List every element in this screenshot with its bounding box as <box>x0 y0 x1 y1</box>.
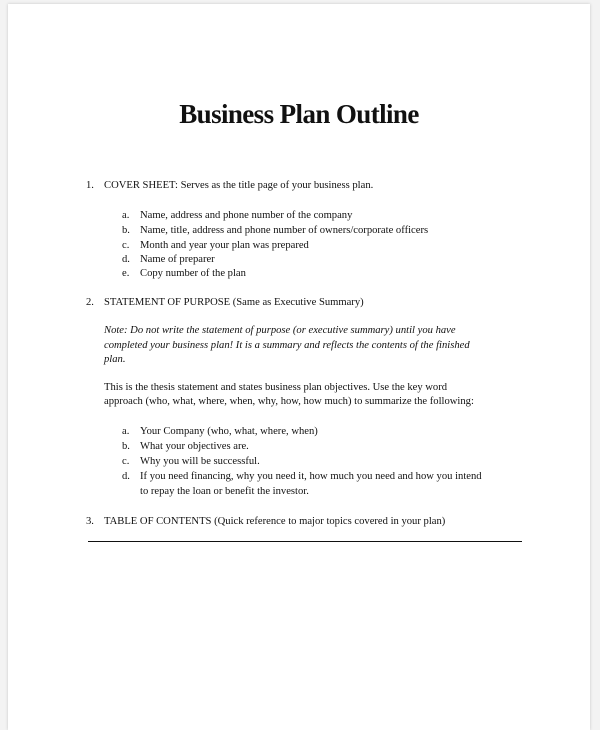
list-item: Name, title, address and phone number of owners/corporate officers <box>140 225 429 236</box>
list-item-letter: d. <box>122 471 130 482</box>
note-line: completed your business plan! It is a summary and reflects the contents of the finished <box>104 340 470 351</box>
list-item-letter: d. <box>122 254 130 265</box>
section-3-heading: TABLE OF CONTENTS (Quick reference to major topics covered in your plan) <box>104 516 446 527</box>
list-item-letter: c. <box>122 456 130 467</box>
list-item-letter: e. <box>122 268 130 279</box>
section-2-number: 2. <box>86 297 94 308</box>
list-item: What your objectives are. <box>140 441 249 452</box>
list-item: Why you will be successful. <box>140 456 260 467</box>
list-item: Your Company (who, what, where, when) <box>140 426 318 437</box>
list-item: Copy number of the plan <box>140 268 246 279</box>
list-item-letter: c. <box>122 240 130 251</box>
body-line: This is the thesis statement and states business plan objectives. Use the key word <box>104 382 448 393</box>
list-item-continuation: to repay the loan or benefit the investor. <box>140 486 309 497</box>
list-item: Month and year your plan was prepared <box>140 240 309 251</box>
document-page <box>8 4 590 730</box>
list-item-letter: b. <box>122 225 130 236</box>
section-2-heading: STATEMENT OF PURPOSE (Same as Executive Summary) <box>104 297 364 308</box>
page-title: Business Plan Outline <box>179 99 419 129</box>
list-item-letter: a. <box>122 426 130 437</box>
section-1-heading: COVER SHEET: Serves as the title page of your business plan. <box>104 180 374 191</box>
body-line: approach (who, what, where, when, why, how, how much) to summarize the following: <box>104 396 474 407</box>
list-item-letter: a. <box>122 210 130 221</box>
note-line: plan. <box>104 354 126 365</box>
section-1-number: 1. <box>86 180 94 191</box>
section-3-number: 3. <box>86 516 94 527</box>
note-line: Note: Do not write the statement of purpose (or executive summary) until you have <box>104 325 456 336</box>
horizontal-rule <box>88 541 522 542</box>
list-item: If you need financing, why you need it, how much you need and how you intend <box>140 471 482 482</box>
list-item-letter: b. <box>122 441 130 452</box>
list-item: Name of preparer <box>140 254 215 265</box>
list-item: Name, address and phone number of the company <box>140 210 353 221</box>
